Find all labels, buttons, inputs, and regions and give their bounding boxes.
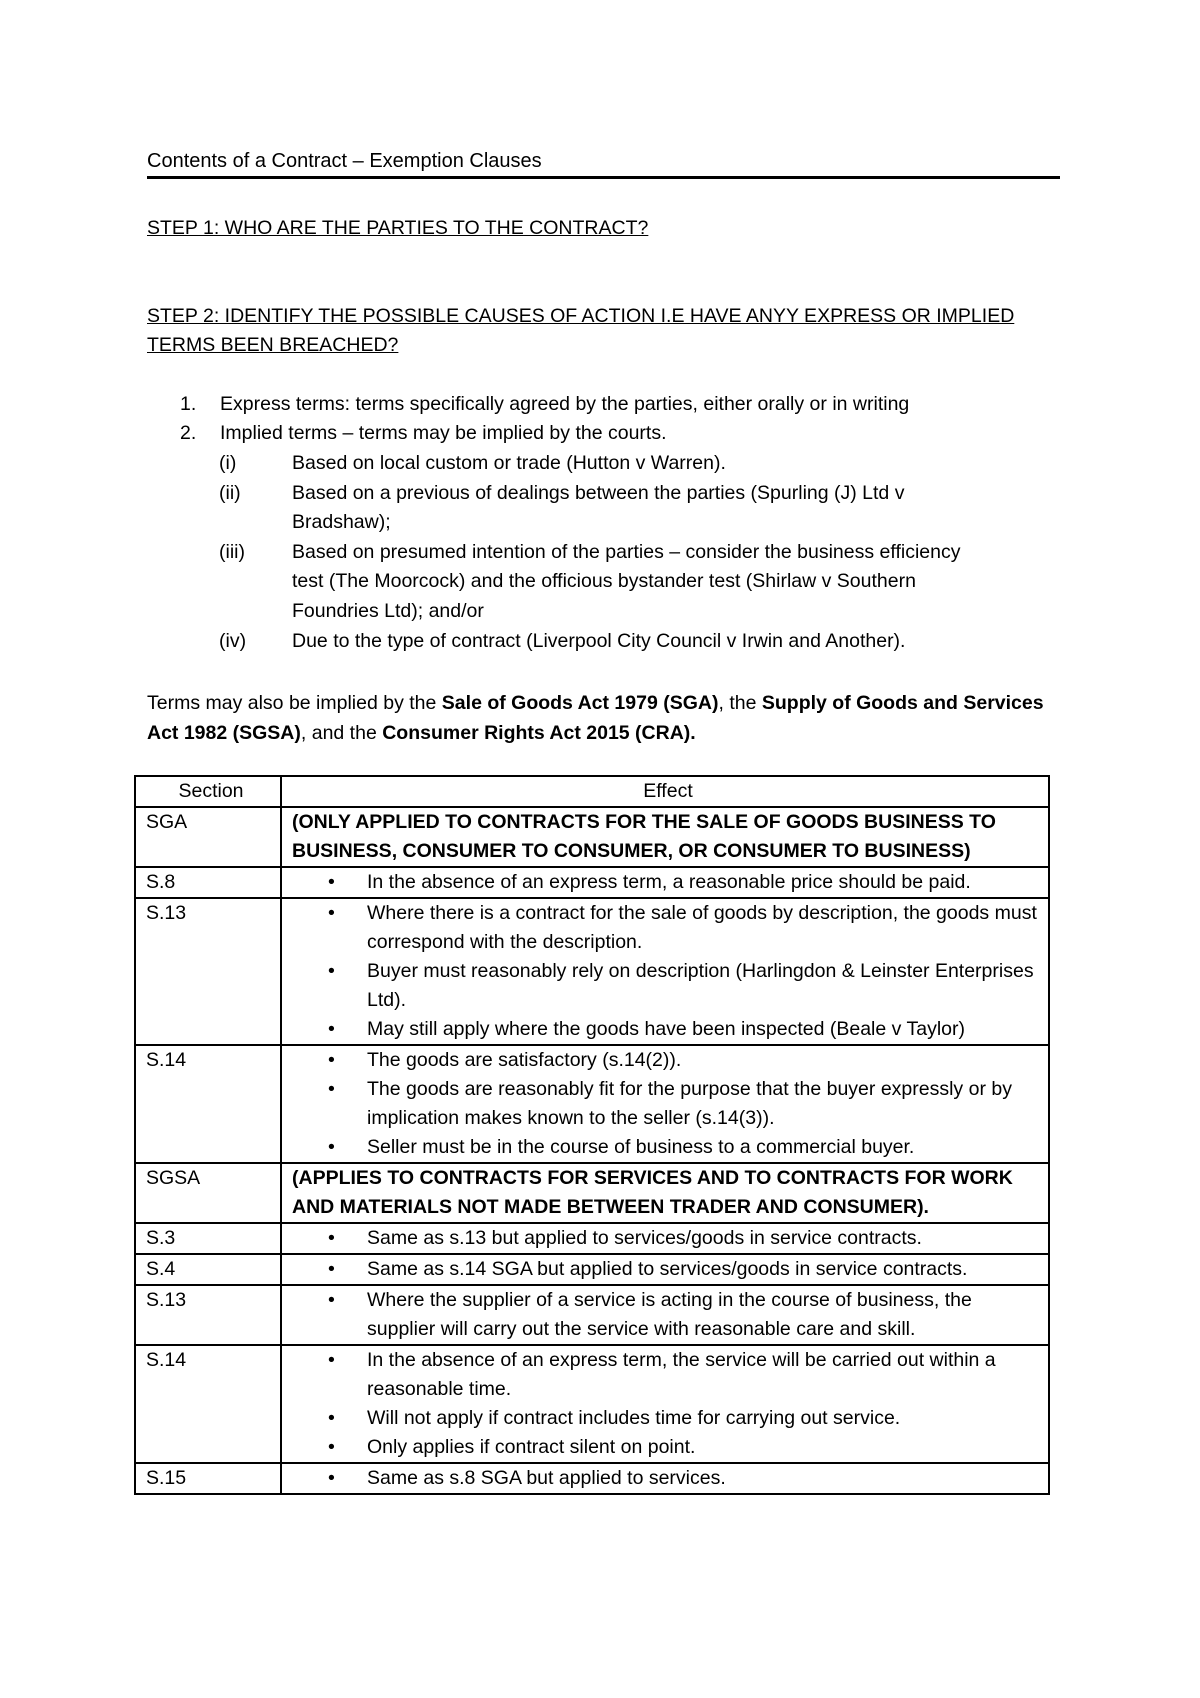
table-row xyxy=(135,1463,1049,1494)
row-section: S.13 xyxy=(135,1285,281,1345)
paragraph-bold-sgsa: Supply of Goods and Services Act 1982 (SGSA) xyxy=(147,692,1044,744)
implied-terms-paragraph xyxy=(147,688,1077,748)
roman-number: (ii) xyxy=(219,482,241,504)
paragraph-text: , the xyxy=(718,692,762,714)
row-section: S.14 xyxy=(135,1345,281,1463)
table-row xyxy=(135,1163,1049,1223)
bullet-icon: • xyxy=(328,1289,335,1311)
list-item xyxy=(292,1346,1044,1404)
bullet-icon: • xyxy=(328,871,335,893)
paragraph-bold-cra: Consumer Rights Act 2015 (CRA) xyxy=(382,722,691,744)
list-item xyxy=(292,1255,1044,1284)
table-row xyxy=(135,1285,1049,1345)
roman-number: (iv) xyxy=(219,630,247,652)
table-row xyxy=(135,807,1049,867)
roman-item-line: Bradshaw); xyxy=(292,511,391,533)
paragraph-bold-sga: Sale of Goods Act 1979 (SGA) xyxy=(441,692,719,714)
bullet-icon: • xyxy=(328,902,335,924)
list-item xyxy=(292,1433,1044,1462)
bullet-icon: • xyxy=(328,1018,335,1040)
row-section: S.3 xyxy=(135,1223,281,1254)
bullet-text: Same as s.13 but applied to services/goods in service contracts. xyxy=(367,1227,922,1249)
bullet-text: The goods are reasonably fit for the purpose that the buyer expressly or by implication makes known to the seller (s.14(3)). xyxy=(367,1078,1012,1129)
header-section: Section xyxy=(135,776,281,807)
list-item-express-terms: Express terms: terms specifically agreed by the parties, either orally or in writing xyxy=(220,393,910,415)
bullet-text: In the absence of an express term, the service will be carried out within a reasonable time. xyxy=(367,1349,996,1400)
bullet-icon: • xyxy=(328,1258,335,1280)
bullet-icon: • xyxy=(328,1078,335,1100)
bullet-icon: • xyxy=(328,1467,335,1489)
list-item xyxy=(292,1286,1044,1344)
list-item xyxy=(292,868,1044,897)
list-item xyxy=(292,1404,1044,1433)
roman-item-line: Foundries Ltd); and/or xyxy=(292,600,484,622)
roman-item-line: Based on presumed intention of the parties – consider the business efficiency xyxy=(292,541,961,563)
row-effect xyxy=(281,1223,1049,1254)
bullet-text: Seller must be in the course of business to a commercial buyer. xyxy=(367,1136,915,1158)
row-effect xyxy=(281,1045,1049,1163)
row-effect xyxy=(281,1463,1049,1494)
row-heading: (ONLY APPLIED TO CONTRACTS FOR THE SALE OF GOODS BUSINESS TO BUSINESS, CONSUMER TO CONSUMER, OR CONSUMER TO BUSINESS) xyxy=(281,807,1049,867)
bullet-icon: • xyxy=(328,1436,335,1458)
bullet-icon: • xyxy=(328,1227,335,1249)
list-item xyxy=(292,957,1044,1015)
list-number: 1. xyxy=(180,393,197,415)
row-section: S.15 xyxy=(135,1463,281,1494)
roman-item-line: test (The Moorcock) and the officious bystander test (Shirlaw v Southern xyxy=(292,570,916,592)
bullet-text: The goods are satisfactory (s.14(2)). xyxy=(367,1049,682,1071)
row-effect xyxy=(281,1285,1049,1345)
list-item xyxy=(292,1046,1044,1075)
bullet-text: Buyer must reasonably rely on description (Harlingdon & Leinster Enterprises Ltd). xyxy=(367,960,1034,1011)
table-row xyxy=(135,1254,1049,1285)
bullet-icon: • xyxy=(328,1049,335,1071)
row-section: S.4 xyxy=(135,1254,281,1285)
bullet-icon: • xyxy=(328,1136,335,1158)
list-item xyxy=(292,1075,1044,1133)
list-item xyxy=(292,1015,1044,1044)
roman-number: (iii) xyxy=(219,541,245,563)
row-section: S.8 xyxy=(135,867,281,898)
bullet-text: May still apply where the goods have been inspected (Beale v Taylor) xyxy=(367,1018,965,1040)
table-row xyxy=(135,1345,1049,1463)
list-item xyxy=(292,1464,1044,1493)
row-section: S.14 xyxy=(135,1045,281,1163)
bullet-text: Where there is a contract for the sale of goods by description, the goods must correspond with the description. xyxy=(367,902,1037,953)
table-row xyxy=(135,1223,1049,1254)
table-row xyxy=(135,898,1049,1045)
bullet-icon: • xyxy=(328,1407,335,1429)
table-row xyxy=(135,867,1049,898)
bullet-text: Same as s.14 SGA but applied to services/goods in service contracts. xyxy=(367,1258,968,1280)
bullet-icon: • xyxy=(328,1349,335,1371)
document-title: Contents of a Contract – Exemption Clauses xyxy=(147,148,1060,179)
row-effect xyxy=(281,898,1049,1045)
table-row xyxy=(135,1045,1049,1163)
list-item xyxy=(292,1133,1044,1162)
list-item xyxy=(292,1224,1044,1253)
bullet-icon: • xyxy=(328,960,335,982)
list-item xyxy=(292,899,1044,957)
row-section: SGA xyxy=(135,807,281,867)
roman-item-line: Based on local custom or trade (Hutton v Warren). xyxy=(292,452,726,474)
list-item-implied-terms: Implied terms – terms may be implied by the courts. xyxy=(220,422,667,444)
paragraph-text: Terms may also be implied by the xyxy=(147,692,442,714)
table-header-row xyxy=(135,776,1049,807)
row-section: SGSA xyxy=(135,1163,281,1223)
step-1-heading: STEP 1: WHO ARE THE PARTIES TO THE CONTRACT? xyxy=(147,217,649,239)
row-section: S.13 xyxy=(135,898,281,1045)
bullet-text: Only applies if contract silent on point. xyxy=(367,1436,696,1458)
terms-table xyxy=(134,775,1050,1495)
list-number: 2. xyxy=(180,422,197,444)
row-heading: (APPLIES TO CONTRACTS FOR SERVICES AND TO CONTRACTS FOR WORK AND MATERIALS NOT MADE BETWEEN TRADER AND CONSUMER). xyxy=(281,1163,1049,1223)
bullet-text: Same as s.8 SGA but applied to services. xyxy=(367,1467,726,1489)
row-effect xyxy=(281,1345,1049,1463)
paragraph-text: . xyxy=(690,722,696,744)
row-effect xyxy=(281,1254,1049,1285)
step-2-heading: STEP 2: IDENTIFY THE POSSIBLE CAUSES OF ACTION I.E HAVE ANYY EXPRESS OR IMPLIED TERMS BEEN BREACHED? xyxy=(147,305,1015,356)
header-effect: Effect xyxy=(281,776,1049,807)
bullet-text: Where the supplier of a service is acting in the course of business, the supplier will carry out the service with reasonable care and skill. xyxy=(367,1289,972,1340)
bullet-text: In the absence of an express term, a reasonable price should be paid. xyxy=(367,871,971,893)
paragraph-text: , and the xyxy=(300,722,383,744)
bullet-text: Will not apply if contract includes time for carrying out service. xyxy=(367,1407,901,1429)
row-effect xyxy=(281,867,1049,898)
roman-number: (i) xyxy=(219,452,237,474)
roman-item-line: Due to the type of contract (Liverpool City Council v Irwin and Another). xyxy=(292,630,906,652)
roman-item-line: Based on a previous of dealings between the parties (Spurling (J) Ltd v xyxy=(292,482,905,504)
